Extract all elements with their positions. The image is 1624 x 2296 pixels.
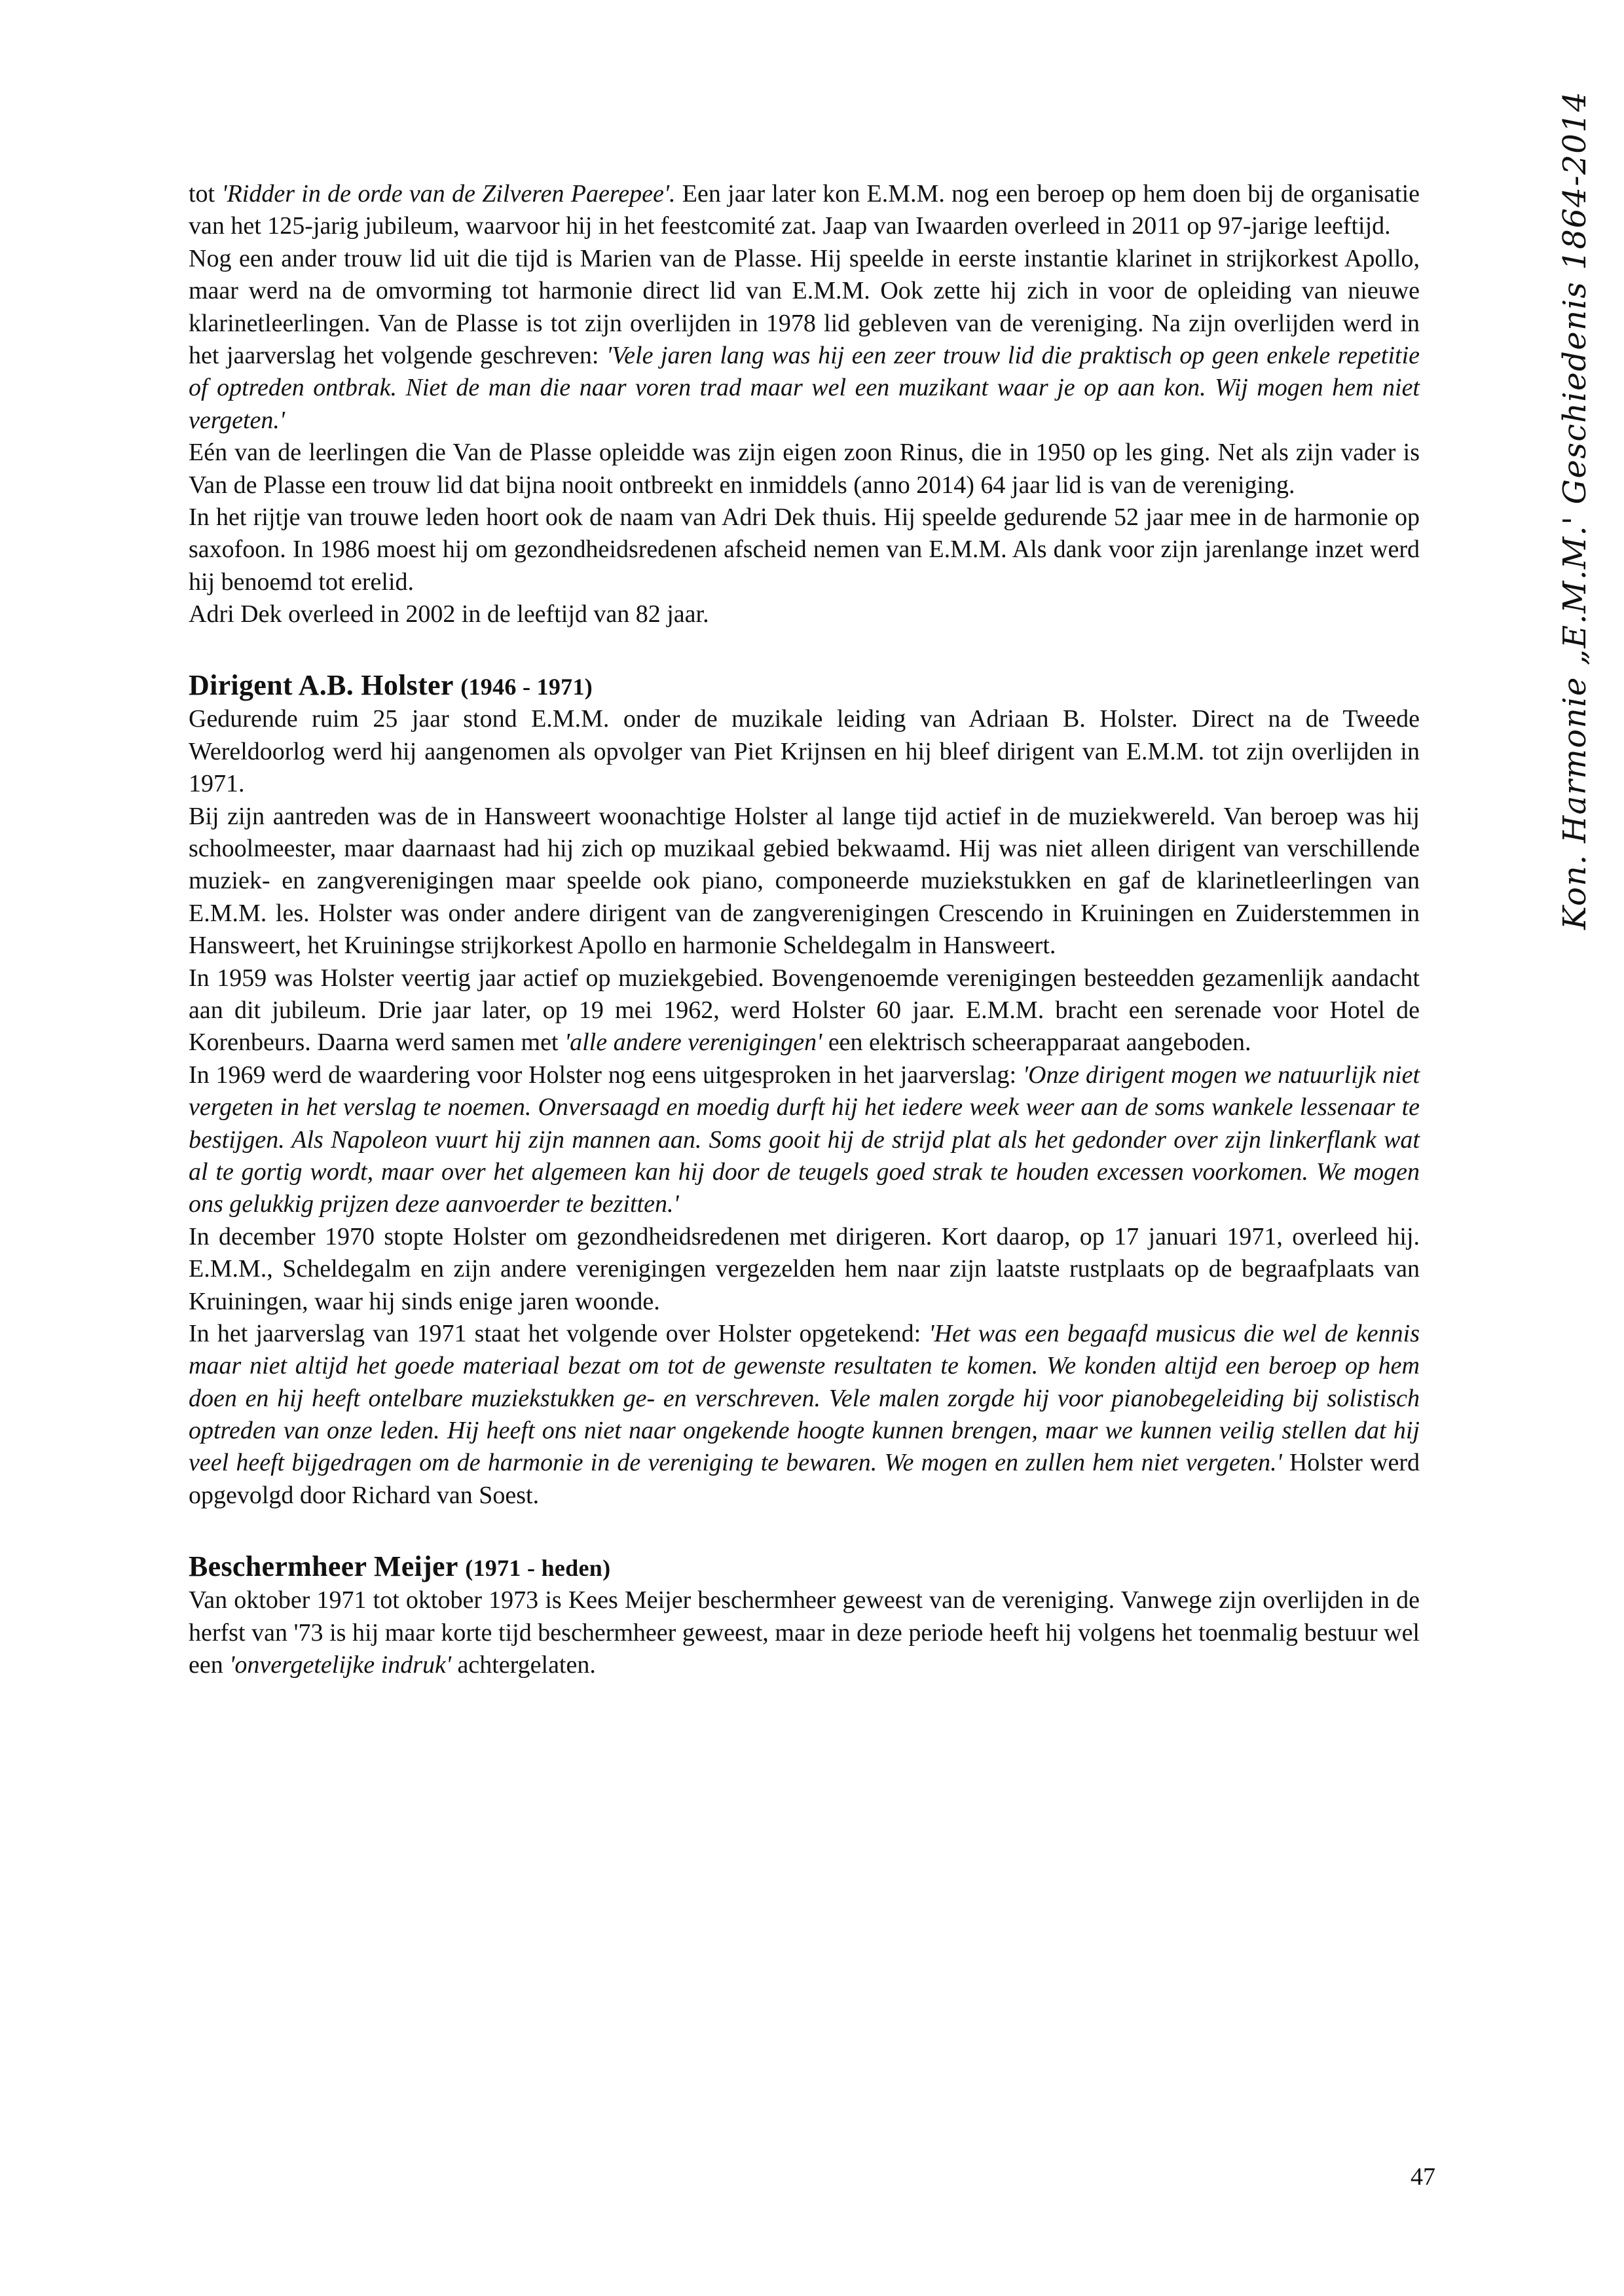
meijer-paragraph-1: [189, 1584, 1420, 1681]
paragraph-iwaarden: [189, 178, 1420, 243]
annual-report-quote-1969: 'Onze dirigent mogen we natuurlijk niet vergeten in het verslag te noemen. Onversaagd en moedig durft hij het iedere week weer aan de soms wankele lessenaar te bestijgen. Als Napoleon vuurt hij zijn mannen aan. Soms gooit hij de strijd plat als het gedonder over zijn linkerflank wat al te gortig wordt, maar over het algemeen kan hij door de teugels goed strak te houden excessen voorkomen. We mogen ons gelukkig prijzen deze aanvoerder te bezitten.': [189, 1061, 1420, 1218]
paragraph-text: Van oktober 1971 tot oktober 1973 is Kees Meijer beschermheer geweest van de vereniging. Vanwege zijn overlijden in de herfst van '73 is hij maar korte tijd beschermheer geweest, maar in deze periode heeft hij volgens het toenmalig bestuur wel een: [189, 1586, 1420, 1679]
annual-report-quote-1971: 'Het was een begaafd musicus die wel de kennis maar niet altijd het goede materiaal bezat om tot de gewenste resultaten te komen. We konden altijd een beroep op hem doen en hij heeft ontelbare muziekstukken ge- en verschreven. Vele malen zorgde hij voor pianobegeleiding bij solistisch optreden van onze leden. Hij heeft ons niet naar ongekende hoogte kunnen brengen, maar we kunnen veilig stellen dat hij veel heeft bijgedragen om de harmonie in de vereniging te bewaren. We mogen en zullen hem niet vergeten.': [189, 1319, 1420, 1477]
section-heading-holster: [189, 667, 1420, 703]
section-heading-years: (1946 - 1971): [460, 674, 593, 701]
paragraph-adri-dek: In het rijtje van trouwe leden hoort ook de naam van Adri Dek thuis. Hij speelde gedurende 52 jaar mee in de harmonie op saxofoon. In 1986 moest hij om gezondheidsredenen afscheid nemen van E.M.M. Als dank voor zijn jarenlange inzet werd hij benoemd tot erelid.: [189, 503, 1420, 596]
paragraph-text-continued: Holster werd opgevolgd door Richard van Soest.: [189, 1449, 1420, 1509]
main-text-column: [189, 178, 1420, 1681]
paragraph-text: tot: [189, 180, 222, 208]
paragraph-text-continued: een elektrisch scheerapparaat aangeboden.: [822, 1029, 1251, 1057]
section-heading-meijer: [189, 1548, 1420, 1584]
paragraph-text: In 1969 werd de waardering voor Holster nog eens uitgesproken in het jaarverslag:: [189, 1061, 1023, 1089]
paragraph-van-de-plasse: [189, 243, 1420, 437]
spacer: [189, 630, 1420, 667]
section-heading-years: (1971 - heden): [465, 1555, 611, 1582]
honour-title-italic: 'Ridder in de orde van de Zilveren Paerepee'.: [221, 180, 676, 208]
paragraph-text: In het jaarverslag van 1971 staat het volgende over Holster opgetekend:: [189, 1319, 929, 1347]
annual-report-quote-1864: 'Vele jaren lang was hij een zeer trouw lid die praktisch op geen enkele repetitie of optreden ontbrak. Niet de man die naar voren trad maar wel een muzikant waar je op aan kon. Wij mogen hem niet vergeten.': [189, 341, 1420, 434]
spacer: [189, 1512, 1420, 1548]
quote-onvergetelijke-indruk: 'onvergetelijke indruk': [229, 1651, 452, 1679]
section-heading-title: Dirigent A.B. Holster: [189, 669, 453, 702]
quote-alle-andere-verenigingen: 'alle andere verenigingen': [564, 1029, 822, 1057]
paragraph-text-continued: Een jaar later kon E.M.M. nog een beroep op hem doen bij de organisatie van het 125-jarig jubileum, waarvoor hij in het feestcomité zat. Jaap van Iwaarden overleed in 2011 op 97-jarige leeftijd.: [189, 180, 1420, 240]
holster-paragraph-2: Bij zijn aantreden was de in Hansweert woonachtige Holster al lange tijd actief in de muziekwereld. Van beroep was hij schoolmeester, maar daarnaast had hij zich op muzikaal gebied bekwaamd. Hij was niet alleen dirigent van verschillende muziek- en zangverenigingen maar speelde ook piano, componeerde muziekstukken en gaf de klarinetleerlingen van E.M.M. les. Holster was onder andere dirigent van de zangverenigingen Crescendo in Kruiningen en Zuiderstemmen in Hansweert, het Kruiningse strijkorkest Apollo en harmonie Scheldegalm in Hansweert.: [189, 802, 1420, 960]
holster-paragraph-5: In december 1970 stopte Holster om gezondheidsredenen met dirigeren. Kort daarop, op 17 januari 1971, overleed hij. E.M.M., Scheldegalm en zijn andere verenigingen vergezelden hem naar zijn laatste rustplaats op de begraafplaats van Kruiningen, waar hij sinds enige jaren woonde.: [189, 1222, 1420, 1315]
paragraph-text-continued: achtergelaten.: [451, 1651, 596, 1679]
page-number: 47: [1411, 2163, 1435, 2191]
paragraph-rinus: Eén van de leerlingen die Van de Plasse opleidde was zijn eigen zoon Rinus, die in 1950 op les ging. Net als zijn vader is Van de Plasse een trouw lid dat bijna nooit ontbreekt en inmiddels (anno 2014) 64 jaar lid is van de vereniging.: [189, 439, 1420, 499]
section-heading-title: Beschermheer Meijer: [189, 1550, 458, 1583]
side-title-text: Kon. Harmonie „E.M.M.' Geschiedenis 1864-2014: [1557, 90, 1593, 930]
holster-paragraph-6: [189, 1318, 1420, 1512]
holster-paragraph-4: [189, 1059, 1420, 1221]
holster-paragraph-1: Gedurende ruim 25 jaar stond E.M.M. onder de muzikale leiding van Adriaan B. Holster. Direct na de Tweede Wereldoorlog werd hij aangenomen als opvolger van Piet Krijnsen en hij bleef dirigent van E.M.M. tot zijn overlijden in 1971.: [189, 705, 1420, 798]
running-side-title: [1526, 90, 1593, 1650]
holster-paragraph-3: [189, 962, 1420, 1059]
paragraph-adri-dek-death: Adri Dek overleed in 2002 in de leeftijd van 82 jaar.: [189, 600, 709, 629]
paragraph-text: Nog een ander trouw lid uit die tijd is Marien van de Plasse. Hij speelde in eerste instantie klarinet in strijkorkest Apollo, maar werd na de omvorming tot harmonie direct lid van E.M.M. Ook zette hij zich in voor de opleiding van nieuwe klarinetleerlingen. Van de Plasse is tot zijn overlijden in 1978 lid gebleven van de vereniging. Na zijn overlijden werd in het jaarverslag het volgende geschreven:: [189, 244, 1420, 369]
paragraph-text: In 1959 was Holster veertig jaar actief op muziekgebied. Bovengenoemde verenigingen besteedden gezamenlijk aandacht aan dit jubileum. Drie jaar later, op 19 mei 1962, werd Holster 60 jaar. E.M.M. bracht een serenade voor Hotel de Korenbeurs. Daarna werd samen met: [189, 964, 1420, 1057]
